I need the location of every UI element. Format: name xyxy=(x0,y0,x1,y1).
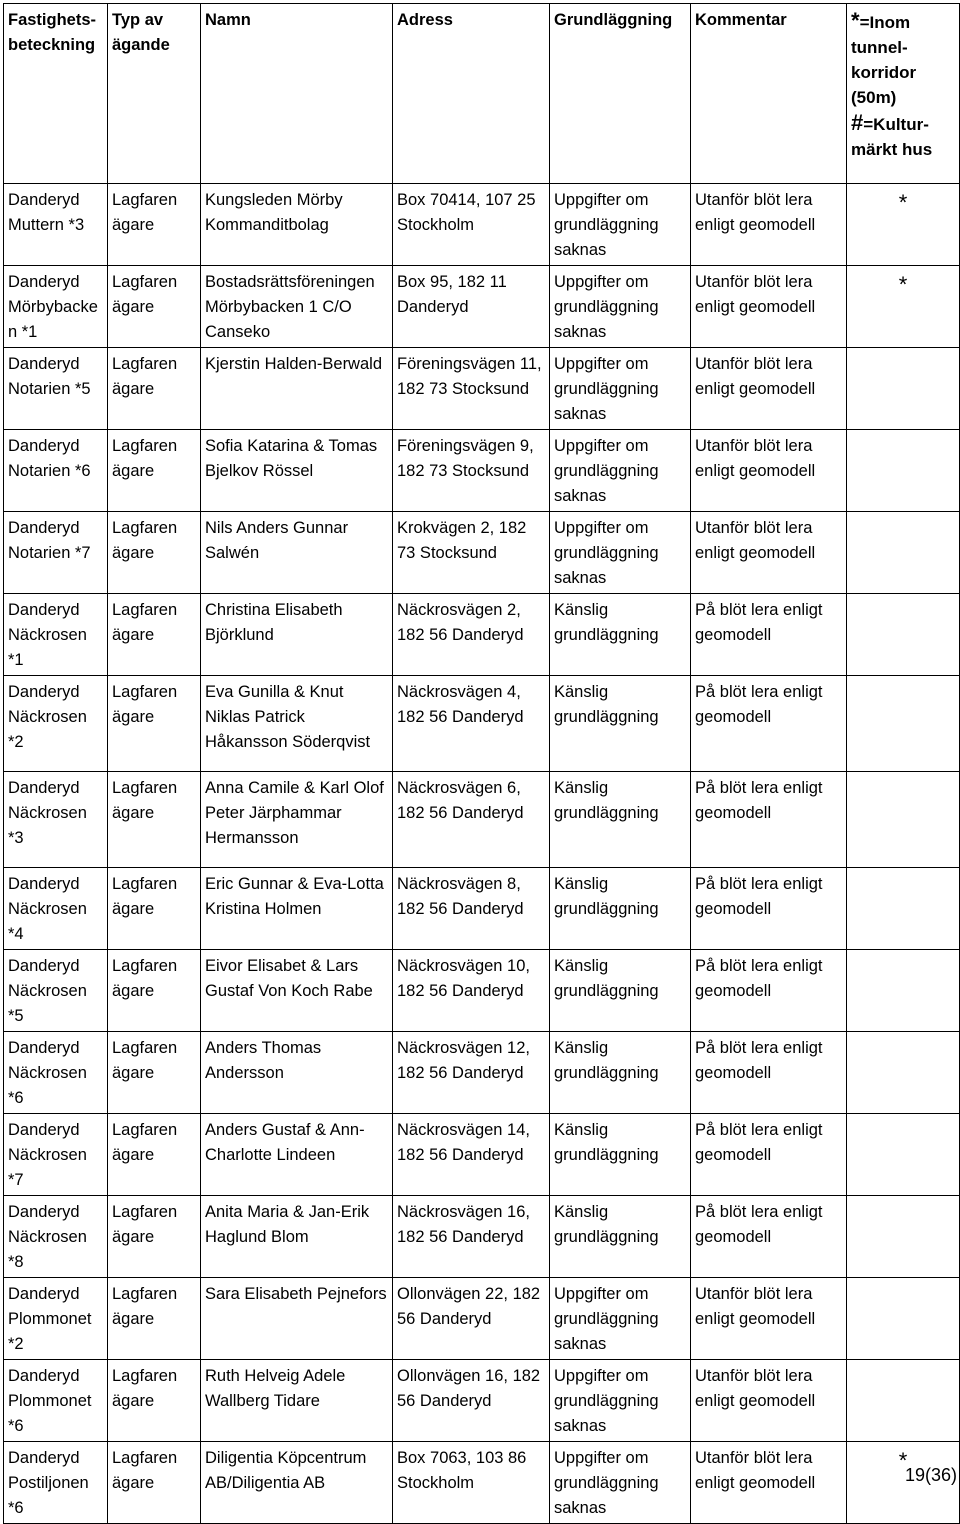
header-kommentar: Kommentar xyxy=(691,4,847,184)
cell-grundlaggning: Uppgifter om grundläggning saknas xyxy=(550,1442,691,1524)
table-row xyxy=(4,1360,960,1442)
cell-kommentar: På blöt lera enligt geomodell xyxy=(691,1196,847,1278)
cell-namn: Bostadsrättsföreningen Mörbybacken 1 C/O Canseko xyxy=(201,266,393,348)
cell-legend-flag: * xyxy=(847,266,960,348)
cell-adress: Box 7063, 103 86 Stockholm xyxy=(393,1442,550,1524)
table-row xyxy=(4,1278,960,1360)
cell-fastighetsbeteckning: Danderyd Näckrosen *2 xyxy=(4,676,108,772)
cell-typ-av-agande: Lagfaren ägare xyxy=(108,594,201,676)
cell-kommentar: På blöt lera enligt geomodell xyxy=(691,594,847,676)
cell-kommentar: Utanför blöt lera enligt geomodell xyxy=(691,348,847,430)
cell-grundlaggning: Känslig grundläggning xyxy=(550,1114,691,1196)
cell-adress: Näckrosvägen 8, 182 56 Danderyd xyxy=(393,868,550,950)
cell-adress: Näckrosvägen 6, 182 56 Danderyd xyxy=(393,772,550,868)
header-grundlaggning: Grundläggning xyxy=(550,4,691,184)
cell-legend-flag xyxy=(847,512,960,594)
cell-fastighetsbeteckning: Danderyd Mörbybacken *1 xyxy=(4,266,108,348)
cell-namn: Anders Gustaf & Ann-Charlotte Lindeen xyxy=(201,1114,393,1196)
cell-fastighetsbeteckning: Danderyd Näckrosen *7 xyxy=(4,1114,108,1196)
cell-legend-flag xyxy=(847,676,960,772)
cell-adress: Ollonvägen 22, 182 56 Danderyd xyxy=(393,1278,550,1360)
cell-typ-av-agande: Lagfaren ägare xyxy=(108,430,201,512)
cell-adress: Näckrosvägen 14, 182 56 Danderyd xyxy=(393,1114,550,1196)
header-typ-av-agande: Typ av ägande xyxy=(108,4,201,184)
table-row xyxy=(4,430,960,512)
cell-namn: Kjerstin Halden-Berwald xyxy=(201,348,393,430)
cell-adress: Box 70414, 107 25 Stockholm xyxy=(393,184,550,266)
cell-kommentar: Utanför blöt lera enligt geomodell xyxy=(691,184,847,266)
header-fastighetsbeteckning: Fastighets- beteckning xyxy=(4,4,108,184)
cell-adress: Näckrosvägen 2, 182 56 Danderyd xyxy=(393,594,550,676)
cell-grundlaggning: Uppgifter om grundläggning saknas xyxy=(550,266,691,348)
cell-adress: Ollonvägen 16, 182 56 Danderyd xyxy=(393,1360,550,1442)
cell-typ-av-agande: Lagfaren ägare xyxy=(108,266,201,348)
table-row xyxy=(4,950,960,1032)
cell-fastighetsbeteckning: Danderyd Näckrosen *5 xyxy=(4,950,108,1032)
cell-adress: Box 95, 182 11 Danderyd xyxy=(393,266,550,348)
cell-grundlaggning: Uppgifter om grundläggning saknas xyxy=(550,512,691,594)
cell-fastighetsbeteckning: Danderyd Näckrosen *4 xyxy=(4,868,108,950)
cell-namn: Nils Anders Gunnar Salwén xyxy=(201,512,393,594)
cell-grundlaggning: Uppgifter om grundläggning saknas xyxy=(550,184,691,266)
cell-adress: Krokvägen 2, 182 73 Stocksund xyxy=(393,512,550,594)
cell-fastighetsbeteckning: Danderyd Postiljonen *6 xyxy=(4,1442,108,1524)
cell-namn: Anna Camile & Karl Olof Peter Järphammar Hermansson xyxy=(201,772,393,868)
table-body xyxy=(4,184,960,1524)
header-legend xyxy=(847,4,960,184)
table-row xyxy=(4,676,960,772)
cell-kommentar: På blöt lera enligt geomodell xyxy=(691,1114,847,1196)
cell-namn: Eivor Elisabet & Lars Gustaf Von Koch Rabe xyxy=(201,950,393,1032)
cell-kommentar: På blöt lera enligt geomodell xyxy=(691,1032,847,1114)
cell-legend-flag xyxy=(847,1114,960,1196)
cell-fastighetsbeteckning: Danderyd Notarien *7 xyxy=(4,512,108,594)
cell-namn: Eva Gunilla & Knut Niklas Patrick Håkansson Söderqvist xyxy=(201,676,393,772)
page-number: 19(36) xyxy=(904,1465,957,1485)
cell-fastighetsbeteckning: Danderyd Plommonet *6 xyxy=(4,1360,108,1442)
cell-kommentar: Utanför blöt lera enligt geomodell xyxy=(691,430,847,512)
cell-namn: Christina Elisabeth Björklund xyxy=(201,594,393,676)
cell-typ-av-agande: Lagfaren ägare xyxy=(108,1196,201,1278)
cell-fastighetsbeteckning: Danderyd Näckrosen *8 xyxy=(4,1196,108,1278)
cell-typ-av-agande: Lagfaren ägare xyxy=(108,1114,201,1196)
header-adress: Adress xyxy=(393,4,550,184)
table-row xyxy=(4,1196,960,1278)
cell-typ-av-agande: Lagfaren ägare xyxy=(108,1442,201,1524)
cell-grundlaggning: Känslig grundläggning xyxy=(550,1196,691,1278)
cell-legend-flag xyxy=(847,594,960,676)
cell-fastighetsbeteckning: Danderyd Näckrosen *6 xyxy=(4,1032,108,1114)
cell-grundlaggning: Uppgifter om grundläggning saknas xyxy=(550,430,691,512)
cell-kommentar: Utanför blöt lera enligt geomodell xyxy=(691,1278,847,1360)
cell-legend-flag xyxy=(847,1360,960,1442)
table-row xyxy=(4,1442,960,1524)
cell-typ-av-agande: Lagfaren ägare xyxy=(108,348,201,430)
property-owner-table xyxy=(3,3,960,1524)
cell-legend-flag xyxy=(847,772,960,868)
table-row xyxy=(4,184,960,266)
cell-fastighetsbeteckning: Danderyd Notarien *5 xyxy=(4,348,108,430)
cell-kommentar: På blöt lera enligt geomodell xyxy=(691,676,847,772)
cell-grundlaggning: Känslig grundläggning xyxy=(550,1032,691,1114)
cell-kommentar: På blöt lera enligt geomodell xyxy=(691,868,847,950)
cell-namn: Anita Maria & Jan-Erik Haglund Blom xyxy=(201,1196,393,1278)
cell-typ-av-agande: Lagfaren ägare xyxy=(108,512,201,594)
cell-typ-av-agande: Lagfaren ägare xyxy=(108,772,201,868)
cell-typ-av-agande: Lagfaren ägare xyxy=(108,1032,201,1114)
cell-grundlaggning: Uppgifter om grundläggning saknas xyxy=(550,1360,691,1442)
cell-legend-flag xyxy=(847,868,960,950)
cell-legend-flag xyxy=(847,348,960,430)
cell-fastighetsbeteckning: Danderyd Näckrosen *1 xyxy=(4,594,108,676)
cell-legend-flag: * xyxy=(847,184,960,266)
cell-fastighetsbeteckning: Danderyd Plommonet *2 xyxy=(4,1278,108,1360)
cell-typ-av-agande: Lagfaren ägare xyxy=(108,1360,201,1442)
cell-kommentar: Utanför blöt lera enligt geomodell xyxy=(691,1442,847,1524)
cell-grundlaggning: Känslig grundläggning xyxy=(550,676,691,772)
cell-adress: Näckrosvägen 4, 182 56 Danderyd xyxy=(393,676,550,772)
cell-typ-av-agande: Lagfaren ägare xyxy=(108,676,201,772)
table-row xyxy=(4,1032,960,1114)
cell-legend-flag xyxy=(847,430,960,512)
cell-grundlaggning: Känslig grundläggning xyxy=(550,868,691,950)
table-row xyxy=(4,348,960,430)
cell-adress: Föreningsvägen 11, 182 73 Stocksund xyxy=(393,348,550,430)
cell-fastighetsbeteckning: Danderyd Notarien *6 xyxy=(4,430,108,512)
cell-kommentar: Utanför blöt lera enligt geomodell xyxy=(691,266,847,348)
cell-typ-av-agande: Lagfaren ägare xyxy=(108,1278,201,1360)
cell-typ-av-agande: Lagfaren ägare xyxy=(108,950,201,1032)
cell-kommentar: På blöt lera enligt geomodell xyxy=(691,772,847,868)
cell-namn: Anders Thomas Andersson xyxy=(201,1032,393,1114)
cell-kommentar: Utanför blöt lera enligt geomodell xyxy=(691,512,847,594)
legend-star: *=Inom tunnel-korridor (50m) xyxy=(851,8,917,107)
cell-fastighetsbeteckning: Danderyd Muttern *3 xyxy=(4,184,108,266)
cell-kommentar: Utanför blöt lera enligt geomodell xyxy=(691,1360,847,1442)
cell-grundlaggning: Känslig grundläggning xyxy=(550,772,691,868)
cell-grundlaggning: Känslig grundläggning xyxy=(550,950,691,1032)
cell-namn: Eric Gunnar & Eva-Lotta Kristina Holmen xyxy=(201,868,393,950)
table-row xyxy=(4,266,960,348)
cell-adress: Näckrosvägen 10, 182 56 Danderyd xyxy=(393,950,550,1032)
table-row xyxy=(4,594,960,676)
cell-adress: Näckrosvägen 16, 182 56 Danderyd xyxy=(393,1196,550,1278)
cell-grundlaggning: Känslig grundläggning xyxy=(550,594,691,676)
cell-namn: Sofia Katarina & Tomas Bjelkov Rössel xyxy=(201,430,393,512)
cell-namn: Sara Elisabeth Pejnefors xyxy=(201,1278,393,1360)
table-row xyxy=(4,1114,960,1196)
cell-fastighetsbeteckning: Danderyd Näckrosen *3 xyxy=(4,772,108,868)
table-row xyxy=(4,772,960,868)
table-header-row xyxy=(4,4,960,184)
legend-hash: #=Kultur-märkt hus xyxy=(851,110,933,159)
cell-legend-flag xyxy=(847,1278,960,1360)
cell-namn: Ruth Helveig Adele Wallberg Tidare xyxy=(201,1360,393,1442)
cell-grundlaggning: Uppgifter om grundläggning saknas xyxy=(550,1278,691,1360)
cell-legend-flag xyxy=(847,1032,960,1114)
cell-typ-av-agande: Lagfaren ägare xyxy=(108,868,201,950)
cell-legend-flag xyxy=(847,950,960,1032)
cell-legend-flag: * xyxy=(847,1442,960,1524)
cell-kommentar: På blöt lera enligt geomodell xyxy=(691,950,847,1032)
cell-adress: Näckrosvägen 12, 182 56 Danderyd xyxy=(393,1032,550,1114)
cell-typ-av-agande: Lagfaren ägare xyxy=(108,184,201,266)
cell-grundlaggning: Uppgifter om grundläggning saknas xyxy=(550,348,691,430)
cell-namn: Kungsleden Mörby Kommanditbolag xyxy=(201,184,393,266)
cell-namn: Diligentia Köpcentrum AB/Diligentia AB xyxy=(201,1442,393,1524)
header-namn: Namn xyxy=(201,4,393,184)
cell-adress: Föreningsvägen 9, 182 73 Stocksund xyxy=(393,430,550,512)
table-row xyxy=(4,868,960,950)
cell-legend-flag xyxy=(847,1196,960,1278)
table-row xyxy=(4,512,960,594)
